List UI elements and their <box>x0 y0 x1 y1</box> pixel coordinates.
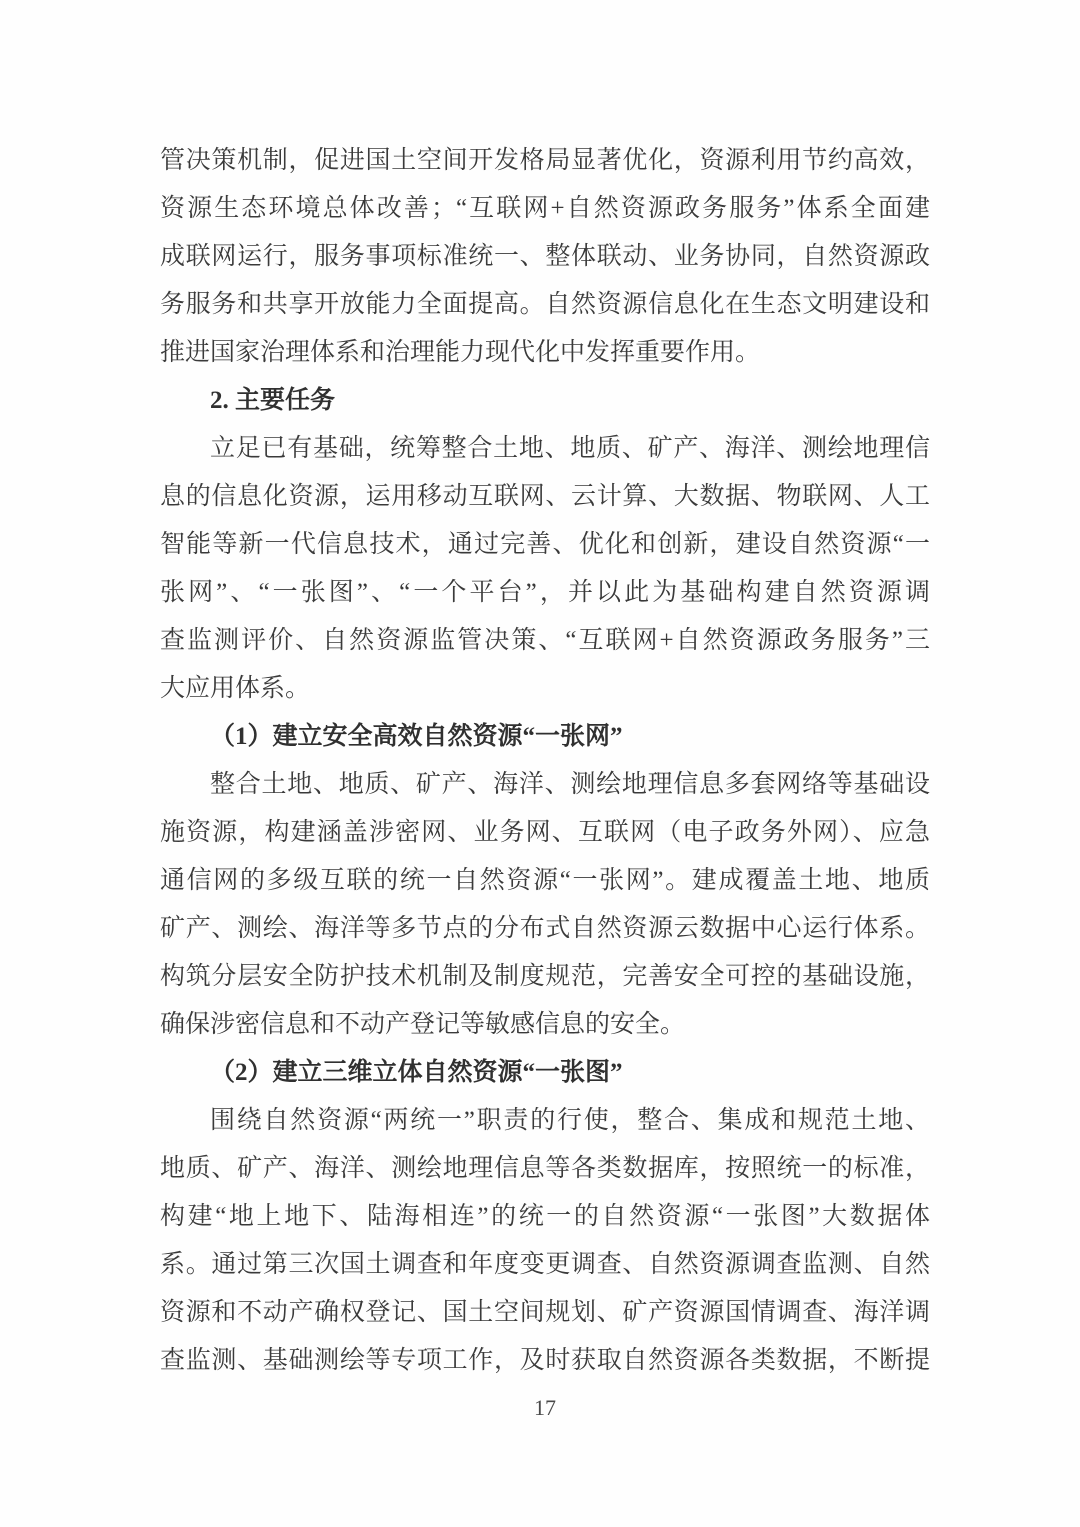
text-line: 矿产、测绘、海洋等多节点的分布式自然资源云数据中心运行体系。 <box>160 915 930 942</box>
text-line: 围绕自然资源“两统一”职责的行使，整合、集成和规范土地、 <box>210 1107 930 1134</box>
text-line: 务服务和共享开放能力全面提高。自然资源信息化在生态文明建设和 <box>160 291 930 318</box>
text-line: 构筑分层安全防护技术机制及制度规范，完善安全可控的基础设施， <box>160 963 930 990</box>
text-line: 张网”、“一张图”、“一个平台”，并以此为基础构建自然资源调 <box>160 579 930 606</box>
text-line: 查监测、基础测绘等专项工作，及时获取自然资源各类数据，不断提 <box>160 1347 930 1374</box>
text-line: 资源生态环境总体改善；“互联网+自然资源政务服务”体系全面建 <box>160 195 930 222</box>
text-line: 确保涉密信息和不动产登记等敏感信息的安全。 <box>160 1011 686 1038</box>
text-line: 地质、矿产、海洋、测绘地理信息等各类数据库，按照统一的标准， <box>160 1155 930 1182</box>
text-line: 整合土地、地质、矿产、海洋、测绘地理信息多套网络等基础设 <box>210 771 930 798</box>
text-line: 系。通过第三次国土调查和年度变更调查、自然资源调查监测、自然 <box>160 1251 930 1278</box>
paragraph-one-network <box>160 761 930 1049</box>
text-line: 智能等新一代信息技术，通过完善、优化和创新，建设自然资源“一 <box>160 531 930 558</box>
text-line: 查监测评价、自然资源监管决策、“互联网+自然资源政务服务”三 <box>160 627 930 654</box>
text-line: 推进国家治理体系和治理能力现代化中发挥重要作用。 <box>160 339 761 366</box>
text-line: 成联网运行，服务事项标准统一、整体联动、业务协同，自然资源政 <box>160 243 930 270</box>
paragraph-one-map <box>160 1097 930 1385</box>
text-line: 立足已有基础，统筹整合土地、地质、矿产、海洋、测绘地理信 <box>210 435 930 462</box>
text-line: 施资源，构建涵盖涉密网、业务网、互联网（电子政务外网）、应急 <box>160 819 930 846</box>
subsection-heading-one-map: （2）建立三维立体自然资源“一张图” <box>210 1059 623 1086</box>
page-number: 17 <box>534 1395 556 1420</box>
text-line: 通信网的多级互联的统一自然资源“一张网”。建成覆盖土地、地质 <box>160 867 930 894</box>
subsection-heading-one-network: （1）建立安全高效自然资源“一张网” <box>210 723 623 750</box>
text-line: 资源和不动产确权登记、国土空间规划、矿产资源国情调查、海洋调 <box>160 1299 930 1326</box>
section-heading-main-tasks: 2. 主要任务 <box>210 387 336 414</box>
paragraph-overview <box>160 425 930 713</box>
text-line: 大应用体系。 <box>160 675 311 702</box>
text-line: 管决策机制，促进国土空间开发格局显著优化，资源利用节约高效， <box>160 147 930 174</box>
text-line: 息的信息化资源，运用移动互联网、云计算、大数据、物联网、人工 <box>160 483 930 510</box>
text-line: 构建“地上地下、陆海相连”的统一的自然资源“一张图”大数据体 <box>160 1203 930 1230</box>
paragraph-continued <box>160 137 930 377</box>
